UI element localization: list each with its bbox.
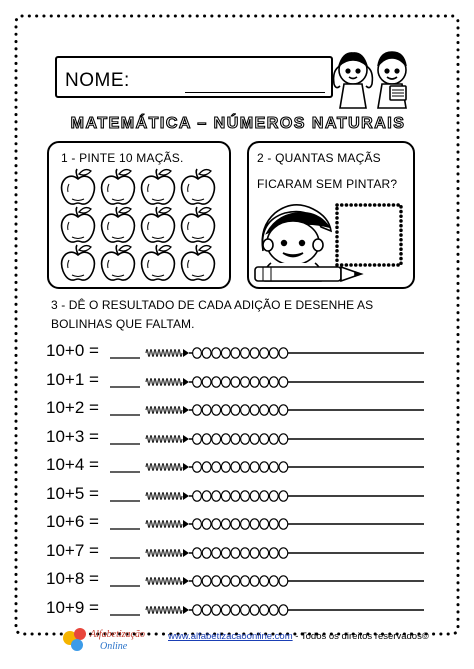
abacus-bead	[241, 604, 250, 614]
apple-icon[interactable]	[142, 207, 175, 242]
apple-icon[interactable]	[102, 169, 135, 204]
abacus-bead	[250, 604, 259, 614]
addition-row	[46, 512, 426, 534]
name-label: NOME:	[65, 70, 130, 91]
apple-icon[interactable]	[62, 207, 95, 242]
answer-frame[interactable]	[333, 201, 405, 269]
addition-row	[46, 569, 426, 591]
apple-icon[interactable]	[102, 245, 135, 280]
addition-expression: 10+7 =	[46, 540, 99, 560]
abacus-bead	[202, 348, 211, 358]
abacus-bead	[231, 604, 240, 614]
abacus-row	[46, 398, 426, 420]
addition-expression: 10+1 =	[46, 369, 99, 389]
abacus-bead	[231, 547, 240, 557]
abacus-row	[46, 341, 426, 363]
addition-row	[46, 541, 426, 563]
abacus-bead	[193, 376, 202, 386]
abacus-bead	[241, 348, 250, 358]
abacus-bead	[231, 462, 240, 472]
abacus-bead	[193, 547, 202, 557]
abacus-bead	[260, 462, 269, 472]
spring-icon	[146, 464, 182, 471]
abacus-bead	[212, 405, 221, 415]
abacus-bead	[221, 462, 230, 472]
apple-icon[interactable]	[182, 245, 215, 280]
addition-row	[46, 598, 426, 620]
abacus-bead	[212, 604, 221, 614]
abacus-bead	[202, 433, 211, 443]
abacus-bead	[269, 433, 278, 443]
arrow-icon	[183, 435, 189, 443]
abacus-bead	[260, 490, 269, 500]
abacus-row	[46, 370, 426, 392]
abacus-bead	[241, 376, 250, 386]
abacus-bead	[193, 519, 202, 529]
abacus-bead	[250, 348, 259, 358]
abacus-bead	[221, 547, 230, 557]
abacus-bead	[279, 547, 288, 557]
abacus-bead	[250, 547, 259, 557]
abacus-bead	[279, 604, 288, 614]
abacus-bead	[221, 433, 230, 443]
abacus-bead	[241, 405, 250, 415]
arrow-icon	[183, 577, 189, 585]
apple-icon[interactable]	[182, 169, 215, 204]
abacus-bead	[269, 490, 278, 500]
abacus-bead	[250, 405, 259, 415]
abacus-bead	[202, 376, 211, 386]
abacus-bead	[202, 519, 211, 529]
abacus-bead	[212, 576, 221, 586]
abacus-bead	[269, 576, 278, 586]
spring-icon	[146, 435, 182, 442]
exercise-2-box	[247, 141, 415, 289]
abacus-bead	[279, 405, 288, 415]
abacus-bead	[260, 433, 269, 443]
spring-icon	[146, 407, 182, 414]
abacus-bead	[231, 348, 240, 358]
addition-row	[46, 370, 426, 392]
footer-rights: - Todos os direitos reservados©	[292, 631, 429, 642]
addition-expression: 10+6 =	[46, 512, 99, 531]
abacus-bead	[250, 490, 259, 500]
addition-expression: 10+9 =	[46, 597, 99, 617]
spring-icon	[146, 606, 182, 613]
addition-expression: 10+0 =	[46, 341, 99, 360]
abacus-bead	[193, 433, 202, 443]
addition-row	[46, 398, 426, 420]
children-illustration	[326, 40, 422, 110]
abacus-bead	[193, 604, 202, 614]
arrow-icon	[183, 463, 189, 471]
abacus-bead	[231, 576, 240, 586]
abacus-bead	[260, 376, 269, 386]
exercise-1-title: 1 - PINTE 10 MAÇÃS.	[61, 151, 184, 165]
footer-link[interactable]: www.alfabetizacaoonline.com	[168, 631, 293, 642]
spring-icon	[146, 521, 182, 528]
abacus-bead	[231, 490, 240, 500]
abacus-bead	[202, 576, 211, 586]
abacus-bead	[212, 519, 221, 529]
abacus-bead	[193, 348, 202, 358]
abacus-bead	[279, 576, 288, 586]
abacus-bead	[231, 405, 240, 415]
name-line[interactable]	[185, 92, 325, 93]
abacus-bead	[241, 576, 250, 586]
abacus-row	[46, 455, 426, 477]
abacus-bead	[241, 433, 250, 443]
abacus-bead	[260, 348, 269, 358]
abacus-row	[46, 598, 426, 620]
addition-expression: 10+2 =	[46, 398, 99, 417]
apple-icon[interactable]	[142, 245, 175, 280]
abacus-row	[46, 569, 426, 591]
abacus-bead	[279, 462, 288, 472]
abacus-bead	[269, 519, 278, 529]
abacus-bead	[250, 576, 259, 586]
abacus-bead	[221, 405, 230, 415]
abacus-bead	[279, 433, 288, 443]
apple-grid	[57, 167, 223, 285]
abacus-bead	[193, 462, 202, 472]
abacus-row	[46, 484, 426, 506]
abacus-bead	[269, 462, 278, 472]
spring-icon	[146, 492, 182, 499]
addition-expression: 10+5 =	[46, 483, 99, 503]
exercise-3-instruction: 3 - DÊ O RESULTADO DE CADA ADIÇÃO E DESENHE AS BOLINHAS QUE FALTAM.	[51, 298, 374, 331]
arrow-icon	[183, 378, 189, 386]
spring-icon	[146, 350, 182, 357]
abacus-bead	[221, 348, 230, 358]
arrow-icon	[183, 349, 189, 357]
exercise-2-title-line1: 2 - QUANTAS MAÇÃS	[257, 151, 381, 165]
abacus-bead	[260, 519, 269, 529]
arrow-icon	[183, 606, 189, 614]
site-logo	[60, 624, 162, 654]
abacus-bead	[250, 519, 259, 529]
abacus-bead	[260, 405, 269, 415]
title-banner-text: MATEMÁTICA – NÚMEROS NATURAIS	[70, 115, 406, 132]
abacus-row	[46, 541, 426, 563]
abacus-bead	[221, 604, 230, 614]
abacus-bead	[193, 490, 202, 500]
abacus-bead	[202, 490, 211, 500]
abacus-bead	[241, 519, 250, 529]
abacus-bead	[241, 547, 250, 557]
abacus-bead	[202, 405, 211, 415]
apple-icon[interactable]	[62, 169, 95, 204]
abacus-bead	[250, 376, 259, 386]
abacus-bead	[231, 519, 240, 529]
abacus-bead	[212, 376, 221, 386]
spring-icon	[146, 549, 182, 556]
spring-icon	[146, 378, 182, 385]
addition-expression: 10+4 =	[46, 455, 99, 474]
abacus-bead	[241, 462, 250, 472]
addition-row	[46, 341, 426, 363]
abacus-bead	[269, 547, 278, 557]
abacus-bead	[279, 376, 288, 386]
addition-expression: 10+8 =	[46, 569, 99, 588]
abacus-bead	[279, 490, 288, 500]
footer-text	[168, 631, 429, 642]
abacus-bead	[212, 547, 221, 557]
abacus-bead	[269, 376, 278, 386]
arrow-icon	[183, 406, 189, 414]
abacus-bead	[269, 348, 278, 358]
abacus-bead	[250, 462, 259, 472]
abacus-row	[46, 512, 426, 534]
logo-text-2: Online	[100, 641, 128, 652]
abacus-bead	[269, 405, 278, 415]
abacus-row	[46, 427, 426, 449]
abacus-bead	[260, 576, 269, 586]
abacus-bead	[221, 519, 230, 529]
abacus-bead	[260, 604, 269, 614]
abacus-bead	[202, 604, 211, 614]
name-box	[55, 56, 333, 98]
abacus-bead	[231, 433, 240, 443]
abacus-bead	[221, 576, 230, 586]
abacus-bead	[212, 490, 221, 500]
arrow-icon	[183, 492, 189, 500]
abacus-bead	[212, 433, 221, 443]
abacus-bead	[241, 490, 250, 500]
abacus-bead	[202, 547, 211, 557]
spring-icon	[146, 578, 182, 585]
addition-row	[46, 484, 426, 506]
title-banner	[56, 111, 420, 133]
abacus-bead	[260, 547, 269, 557]
abacus-bead	[221, 490, 230, 500]
abacus-bead	[269, 604, 278, 614]
abacus-bead	[212, 348, 221, 358]
addition-row	[46, 455, 426, 477]
arrow-icon	[183, 520, 189, 528]
exercise-1-box	[47, 141, 231, 289]
abacus-bead	[221, 376, 230, 386]
addition-expression: 10+3 =	[46, 426, 99, 446]
abacus-bead	[193, 576, 202, 586]
apple-icon[interactable]	[62, 245, 95, 280]
abacus-bead	[212, 462, 221, 472]
abacus-bead	[193, 405, 202, 415]
addition-row	[46, 427, 426, 449]
exercise-2-title-line2: FICARAM SEM PINTAR?	[257, 177, 398, 191]
arrow-icon	[183, 549, 189, 557]
logo-text-1: Alfabetização	[90, 629, 145, 640]
apple-icon[interactable]	[142, 169, 175, 204]
abacus-bead	[250, 433, 259, 443]
abacus-bead	[279, 348, 288, 358]
abacus-bead	[202, 462, 211, 472]
apple-icon[interactable]	[182, 207, 215, 242]
abacus-bead	[231, 376, 240, 386]
abacus-bead	[279, 519, 288, 529]
apple-icon[interactable]	[102, 207, 135, 242]
